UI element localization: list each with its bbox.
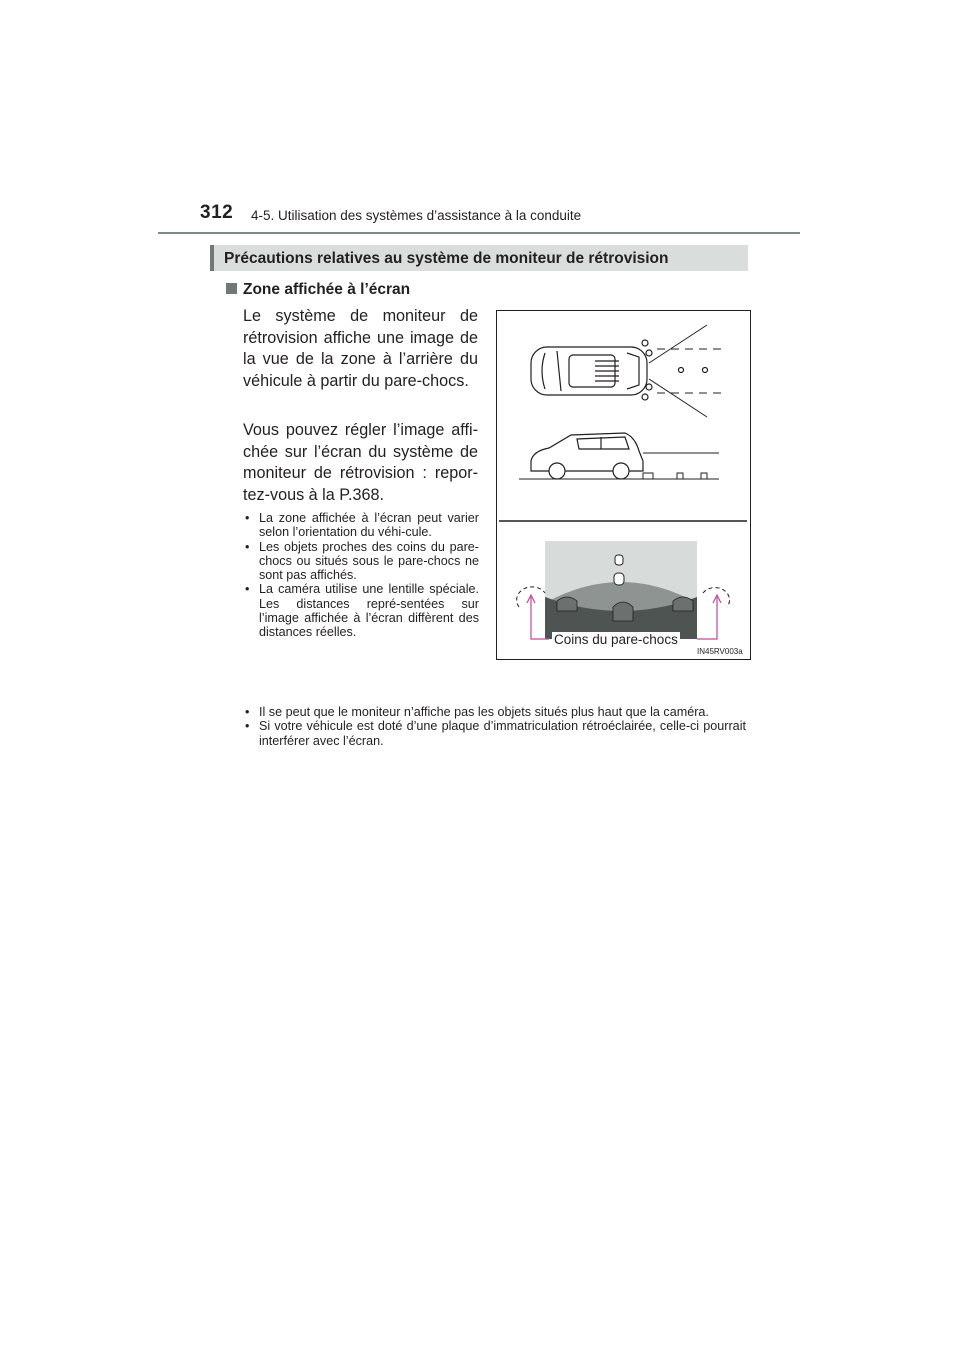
section-banner-accent bbox=[210, 245, 214, 271]
note-item: • La caméra utilise une lentille spéciale. Les distances repré-sentées sur l’image affichée à l’écran diffèrent des distances réelles. bbox=[243, 582, 479, 639]
camera-view-lines bbox=[649, 325, 727, 417]
notes-list-narrow bbox=[243, 511, 479, 640]
bumper-corners-label: Coins du pare-chocs bbox=[554, 632, 678, 647]
paragraph: Vous pouvez régler l’image affi-chée sur l’écran du système de moniteur de rétrovision : repor-tez-vous à la P.368. bbox=[243, 421, 478, 504]
note-item: • La zone affichée à l’écran peut varier selon l’orientation du véhi-cule. bbox=[243, 511, 479, 540]
note-item: • Si votre véhicule est doté d’une plaque d’immatriculation rétroéclairée, celle-ci pourrait interférer avec l’écran. bbox=[243, 719, 746, 748]
car-side-view-icon bbox=[531, 433, 643, 479]
note-item: • Les objets proches des coins du pare-chocs ou situés sous le pare-chocs ne sont pas affichés. bbox=[243, 540, 479, 583]
car-top-view-icon bbox=[531, 347, 647, 395]
notes-list-wide bbox=[243, 705, 746, 748]
section-banner bbox=[210, 245, 748, 271]
subsection-heading-text: Zone affichée à l’écran bbox=[243, 281, 411, 298]
square-bullet-icon bbox=[226, 283, 237, 294]
header-divider bbox=[158, 232, 800, 234]
chapter-title: 4-5. Utilisation des systèmes d’assistance à la conduite bbox=[251, 208, 582, 223]
subsection-heading bbox=[226, 281, 410, 299]
note-item: • Il se peut que le moniteur n’affiche pas les objets situés plus haut que la caméra. bbox=[243, 705, 746, 719]
paragraph: Le système de moniteur de rétrovision affiche une image de la vue de la zone à l’arrière du véhicule à partir du pare-chocs. bbox=[243, 307, 478, 390]
page-number: 312 bbox=[200, 202, 234, 223]
rear-view-illustration bbox=[496, 310, 751, 660]
section-title: Précautions relatives au système de moniteur de rétrovision bbox=[224, 250, 669, 267]
figure-code: IN45RV003a bbox=[697, 647, 743, 656]
illustration-drawing bbox=[497, 311, 750, 659]
monitor-screen-view bbox=[545, 541, 697, 639]
